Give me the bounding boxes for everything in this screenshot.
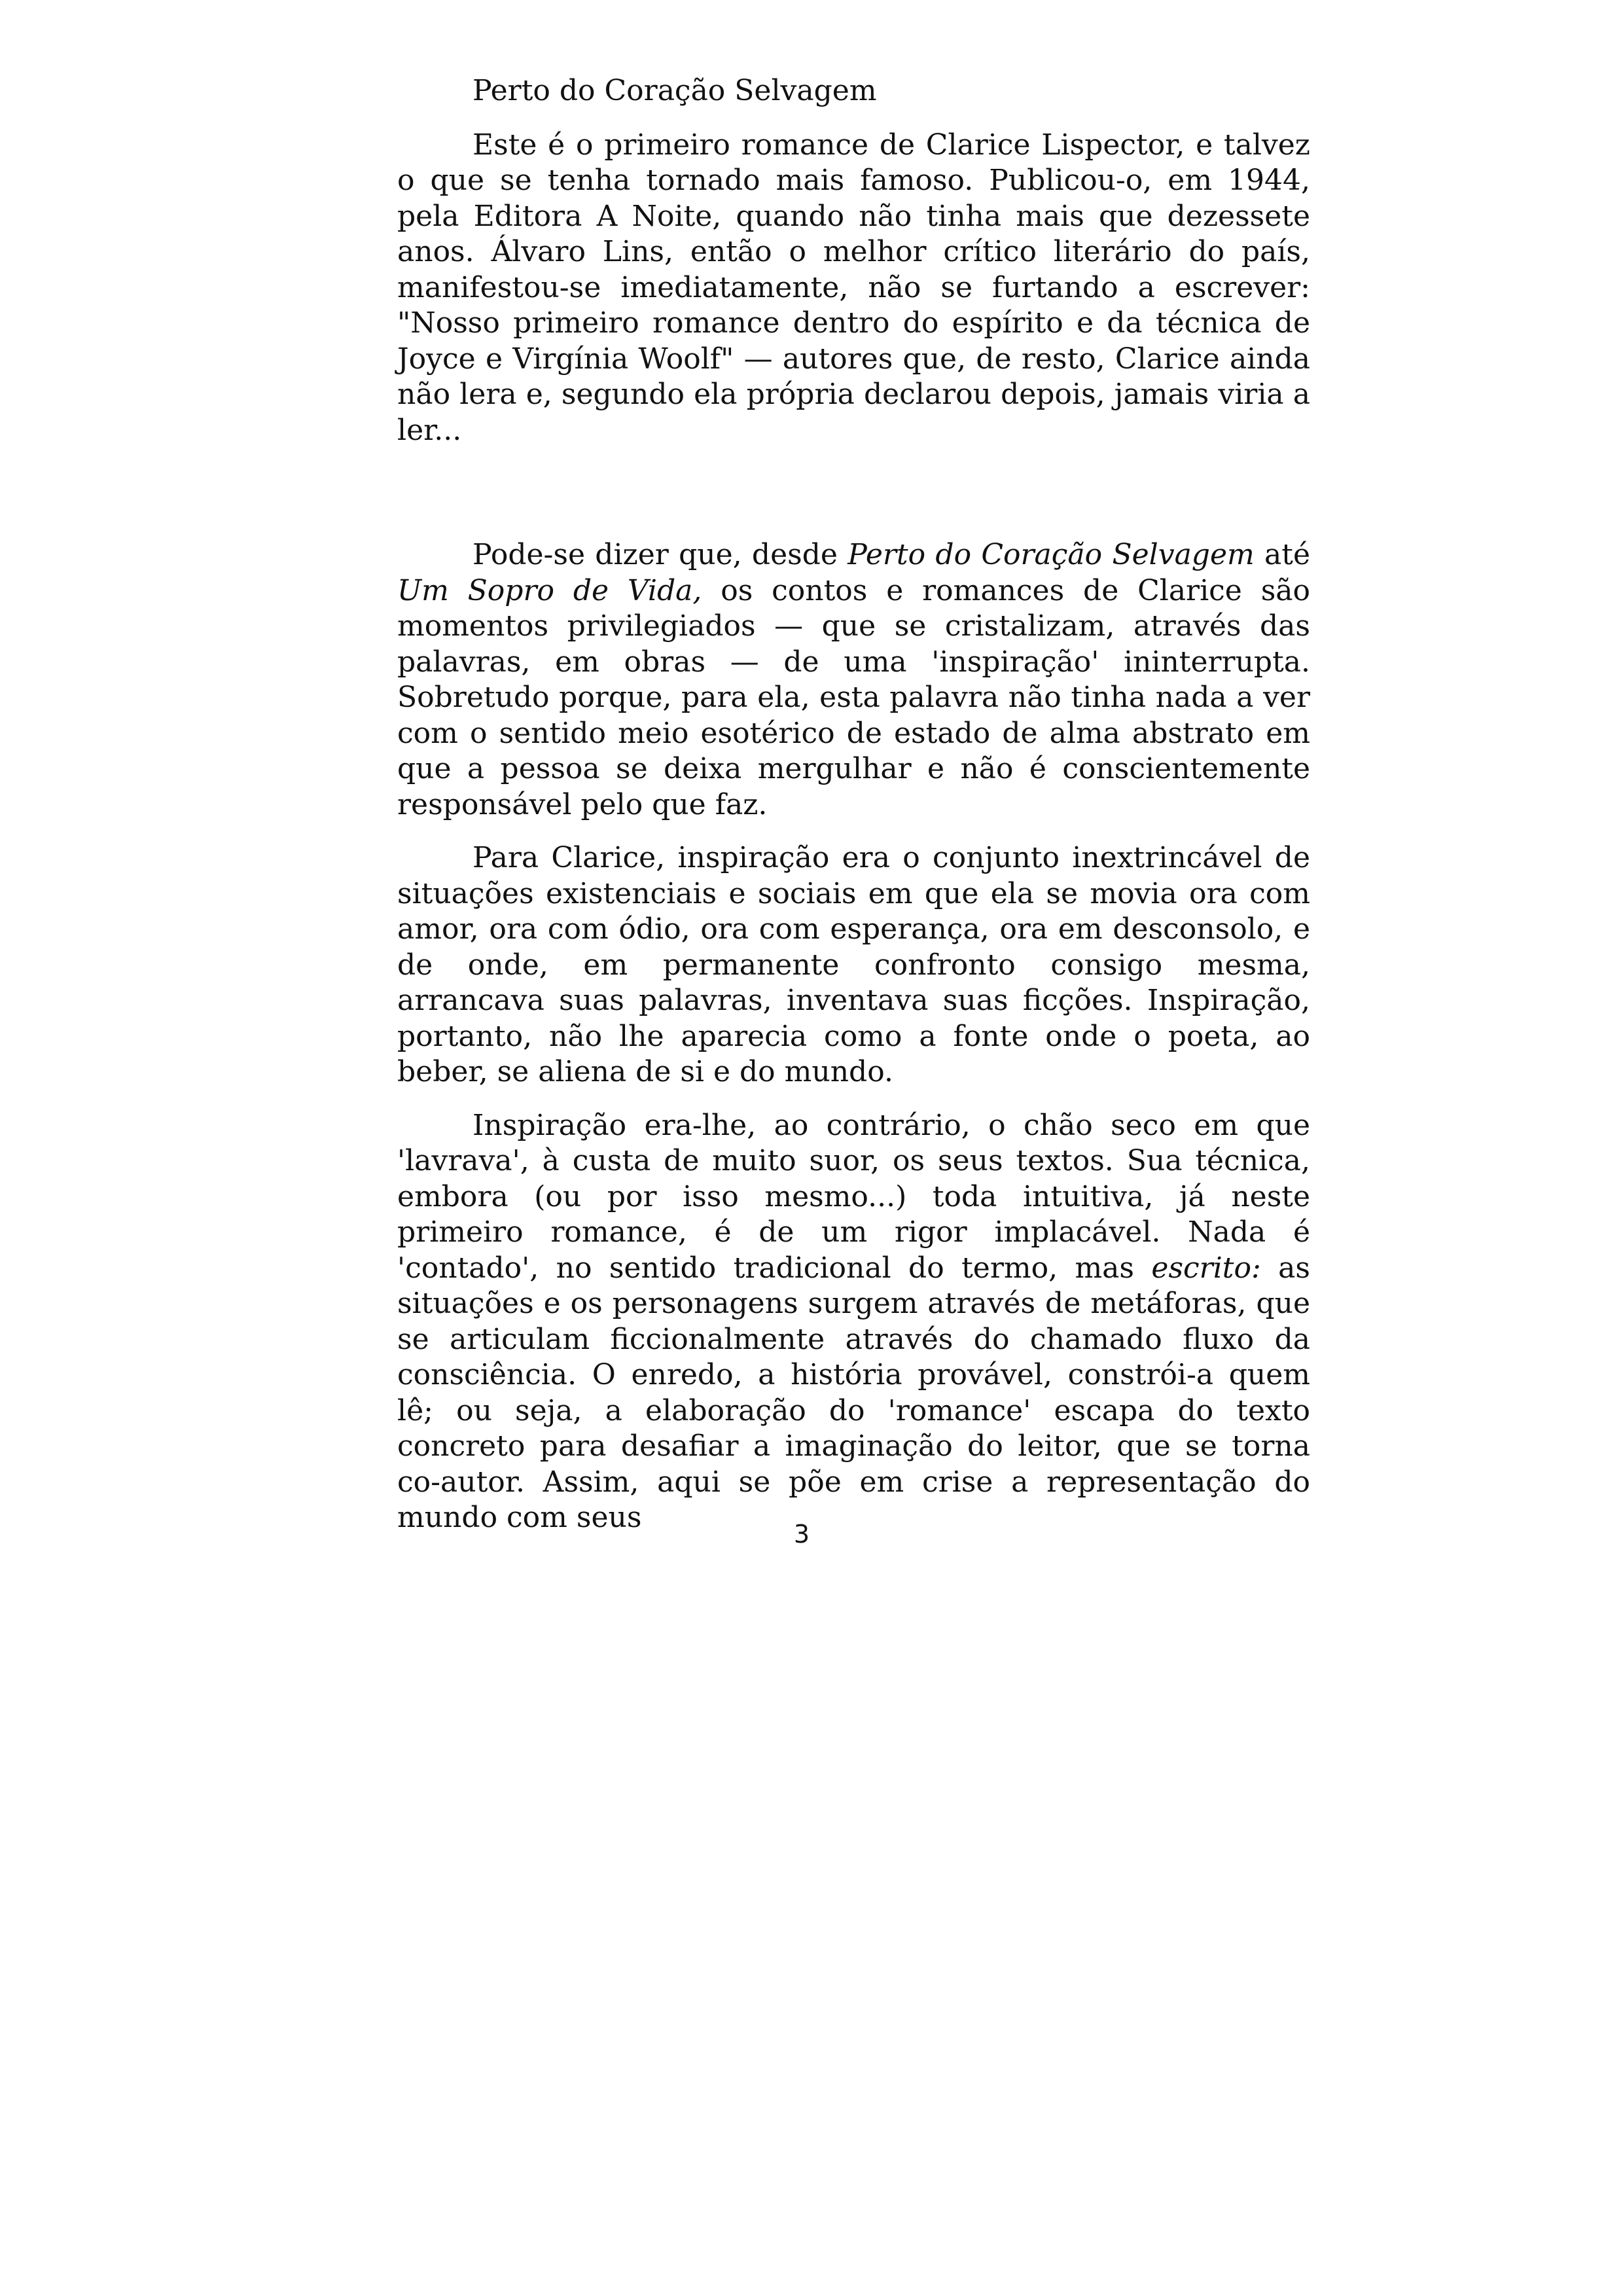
paragraph-2-text-after: os contos e romances de Clarice são momentos privilegiados — que se cristalizam, através das palavras, em obras — de uma 'inspiração' ininterrupta. Sobretudo porque, para ela, esta palavra não tinha nada a ver com o sentido meio esotérico de estado de alma abstrato em que a pessoa se deixa mergulhar e não é conscientemente responsável pelo que faz. <box>397 573 1310 821</box>
paragraph-2-text-before-italic: Pode-se dizer que, desde <box>473 538 848 571</box>
section-title: Perto do Coração Selvagem <box>473 74 877 107</box>
italic-word-escrito: escrito: <box>1151 1251 1261 1285</box>
text-block <box>397 73 1310 1536</box>
paragraph-2 <box>397 537 1310 823</box>
paragraph-1: Este é o primeiro romance de Clarice Lispector, e talvez o que se tenha tornado mais famoso. Publicou-o, em 1944, pela Editora A Noite, quando não tinha mais que dezessete anos. Álvaro Lins, então o melhor crítico literário do país, manifestou-se imediatamente, não se furtando a escrever: "Nosso primeiro romance dentro do espírito e da técnica de Joyce e Virgínia Woolf" — autores que, de resto, Clarice ainda não lera e, segundo ela própria declarou depois, jamais viria a ler... <box>397 128 1310 447</box>
paragraph-4 <box>397 1108 1310 1536</box>
paragraph-2-text-between: até <box>1254 538 1310 571</box>
paragraph-4-text-after: as situações e os personagens surgem através de metáforas, que se articulam ficcionalmente através do chamado fluxo da consciência. O enredo, a história provável, constrói-a quem lê; ou seja, a elaboração do 'romance' escapa do texto concreto para desafiar a imaginação do leitor, que se torna co-autor. Assim, aqui se põe em crise a representação do mundo com seus <box>397 1251 1310 1534</box>
paragraph-3: Para Clarice, inspiração era o conjunto inextrincável de situações existenciais e sociais em que ela se movia ora com amor, ora com ódio, ora com esperança, ora em desconsolo, e de onde, em permanente confronto consigo mesma, arrancava suas palavras, inventava suas ficções. Inspiração, portanto, não lhe aparecia como a fonte onde o poeta, ao beber, se aliena de si e do mundo. <box>397 841 1310 1088</box>
book-title-um-sopro-de-vida: Um Sopro de Vida, <box>397 573 702 607</box>
book-title-perto-do-coracao-selvagem: Perto do Coração Selvagem <box>847 538 1255 571</box>
page-number: 3 <box>793 1520 810 1549</box>
paragraph-4-text-before-italic: Inspiração era-lhe, ao contrário, o chão seco em que 'lavrava', à custa de muito suor, os seus textos. Sua técnica, embora (ou por isso mesmo...) toda intuitiva, já neste primeiro romance, é de um rigor implacável. Nada é 'contado', no sentido tradicional do termo, mas <box>397 1108 1310 1285</box>
